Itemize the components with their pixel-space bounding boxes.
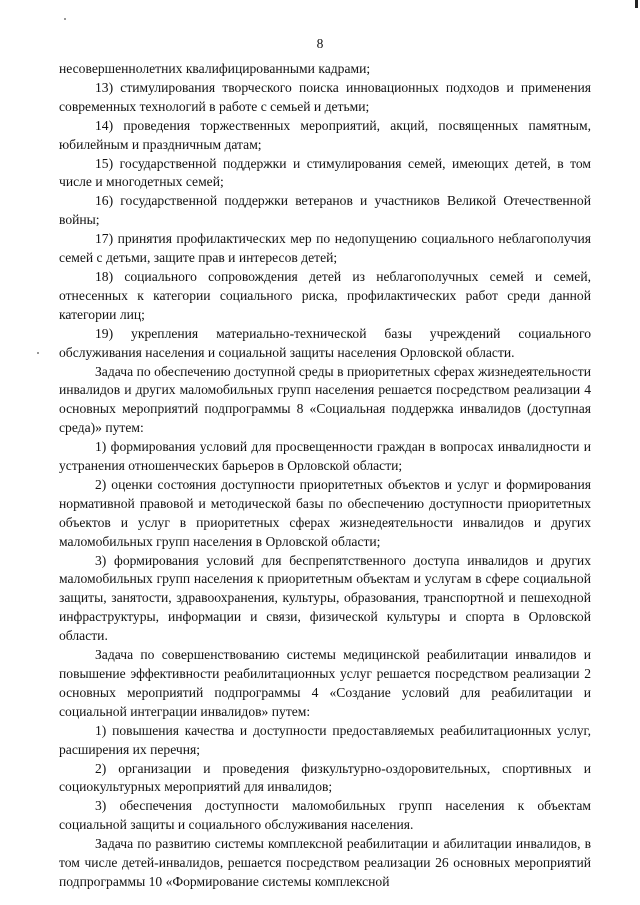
paragraph: 14) проведения торжественных мероприятий, акций, посвященных памятным, юбилейным и праздничным датам; (59, 117, 591, 152)
paragraph: 2) оценки состояния доступности приоритетных объектов и услуг и формирования нормативной правовой и методической базы по обеспечению доступности приоритетных объектов и услуг в приоритетных сферах жизнедеятельности инвалидов и других маломобильных групп населения в Орловской области; (59, 476, 591, 549)
document-body (59, 60, 591, 892)
scan-edge-mark (635, 0, 638, 8)
paragraph: несовершеннолетних квалифицированными кадрами; (59, 61, 371, 76)
paragraph: 3) обеспечения доступности маломобильных групп населения к объектам социальной защиты и социального обслуживания населения. (59, 798, 591, 833)
paragraph: 16) государственной поддержки ветеранов и участников Великой Отечественной войны; (59, 193, 591, 228)
paragraph: 15) государственной поддержки и стимулирования семей, имеющих детей, в том числе и многодетных семей; (59, 155, 591, 190)
scan-speck (64, 18, 66, 20)
paragraph: 1) формирования условий для просвещенности граждан в вопросах инвалидности и устранения отношенческих барьеров в Орловской области; (59, 439, 591, 474)
paragraph: 13) стимулирования творческого поиска инновационных подходов и применения современных технологий в работе с семьей и детьми; (59, 79, 591, 114)
paragraph: 1) повышения качества и доступности предоставляемых реабилитационных услуг, расширения их перечня; (59, 722, 591, 757)
paragraph: Задача по обеспечению доступной среды в приоритетных сферах жизнедеятельности инвалидов и других маломобильных групп населения решается посредством реализации 4 основных мероприятий подпрограммы 8 «Социальная поддержка инвалидов (доступная среда)» путем: (59, 363, 591, 436)
scan-speck (37, 352, 39, 354)
paragraph: 19) укрепления материально-технической базы учреждений социального обслуживания населения и социальной защиты населения Орловской области. (59, 325, 591, 360)
paragraph: Задача по совершенствованию системы медицинской реабилитации инвалидов и повышение эффективности реабилитационных услуг решается посредством реализации 2 основных мероприятий подпрограммы 4 «Создание условий для реабилитации и социальной интеграции инвалидов» путем: (59, 647, 591, 719)
page-number: 8 (316, 36, 324, 51)
paragraph: 2) организации и проведения физкультурно-оздоровительных, спортивных и социокультурных мероприятий для инвалидов; (59, 760, 591, 795)
paragraph: 17) принятия профилактических мер по недопущению социального неблагополучия семей с детьми, защите прав и интересов детей; (59, 231, 591, 266)
paragraph: 3) формирования условий для беспрепятственного доступа инвалидов и других маломобильных групп населения к приоритетным объектам и услугам в сфере социальной защиты, занятости, здравоохранения, культуры, образования, транспортной и пешеходной инфраструктуры, информации и связи, физической культуры и спорта в Орловской области. (59, 552, 591, 644)
paragraph: Задача по развитию системы комплексной реабилитации и абилитации инвалидов, в том числе детей-инвалидов, решается посредством реализации 26 основных мероприятий подпрограммы 10 «Формирование системы комплексной (59, 836, 591, 889)
paragraph: 18) социального сопровождения детей из неблагополучных семей и семей, отнесенных к категории социального риска, профилактических работ среди данной категории лиц; (59, 268, 591, 322)
